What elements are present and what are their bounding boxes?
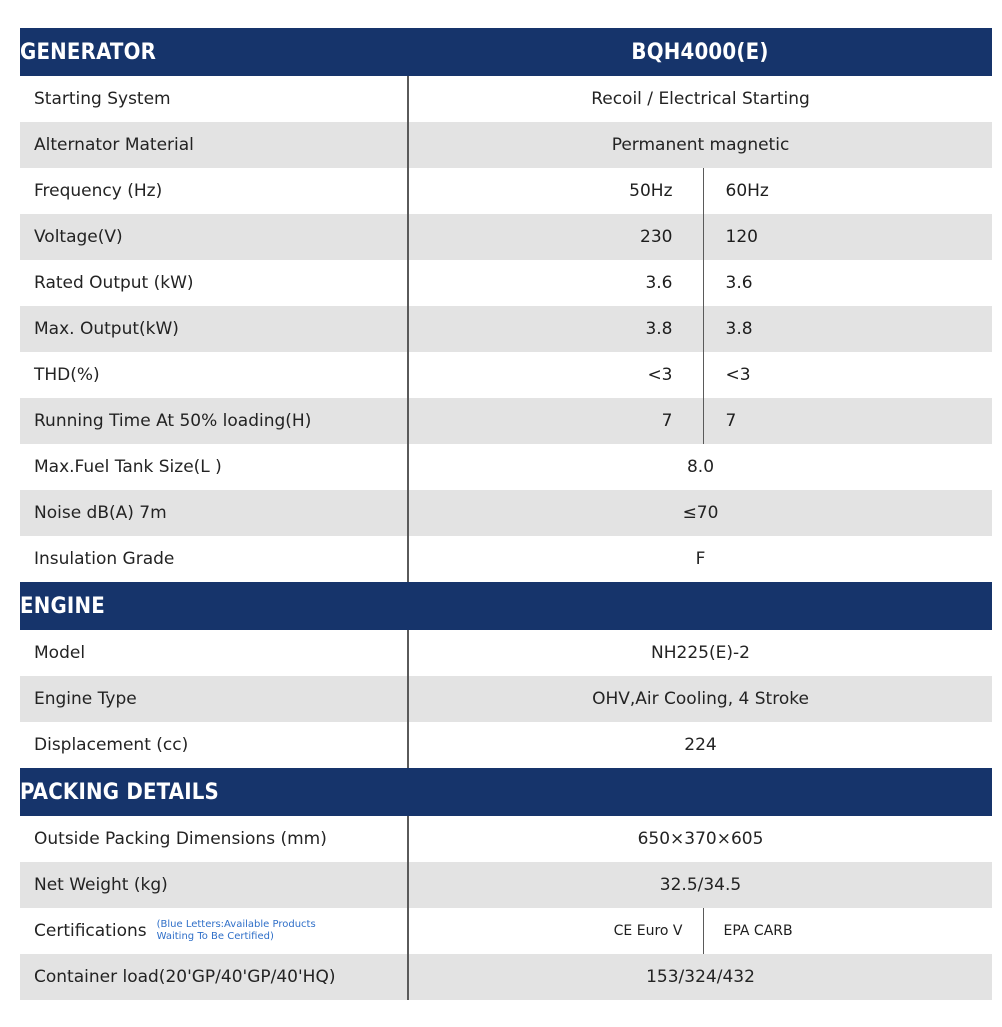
spec-label: Container load(20'GP/40'GP/40'HQ) xyxy=(20,954,408,1000)
spec-row xyxy=(20,630,992,676)
spec-row xyxy=(20,816,992,862)
spec-value-60hz: 3.8 xyxy=(703,306,992,352)
section-title: PACKING DETAILS xyxy=(20,768,992,816)
spec-row xyxy=(20,954,992,1000)
spec-value-50hz: 50Hz xyxy=(408,168,703,214)
spec-label: Max.Fuel Tank Size(L ) xyxy=(20,444,408,490)
spec-label: Net Weight (kg) xyxy=(20,862,408,908)
section-header-engine xyxy=(20,582,992,630)
spec-label: Running Time At 50% loading(H) xyxy=(20,398,408,444)
spec-value-60hz: <3 xyxy=(703,352,992,398)
spec-table xyxy=(20,28,992,1000)
certification-value: CE Euro V xyxy=(408,908,703,954)
section-header-packing xyxy=(20,768,992,816)
spec-value-50hz: 230 xyxy=(408,214,703,260)
spec-row xyxy=(20,490,992,536)
spec-row xyxy=(20,214,992,260)
spec-label: Model xyxy=(20,630,408,676)
spec-value: OHV,Air Cooling, 4 Stroke xyxy=(408,676,992,722)
spec-value-60hz: 7 xyxy=(703,398,992,444)
spec-value: NH225(E)-2 xyxy=(408,630,992,676)
model-name: BQH4000(E) xyxy=(408,28,992,76)
spec-value-50hz: <3 xyxy=(408,352,703,398)
spec-row xyxy=(20,76,992,122)
spec-row xyxy=(20,536,992,582)
spec-value-60hz: 60Hz xyxy=(703,168,992,214)
certification-note-line: (Blue Letters:Available Products xyxy=(156,919,316,930)
spec-row xyxy=(20,722,992,768)
spec-label: Frequency (Hz) xyxy=(20,168,408,214)
spec-label: Voltage(V) xyxy=(20,214,408,260)
spec-label: Max. Output(kW) xyxy=(20,306,408,352)
spec-value: 153/324/432 xyxy=(408,954,992,1000)
spec-label: Noise dB(A) 7m xyxy=(20,490,408,536)
spec-value-50hz: 3.8 xyxy=(408,306,703,352)
spec-label: Starting System xyxy=(20,76,408,122)
spec-label: Displacement (cc) xyxy=(20,722,408,768)
spec-row xyxy=(20,260,992,306)
spec-label: THD(%) xyxy=(20,352,408,398)
spec-row xyxy=(20,122,992,168)
spec-value: Permanent magnetic xyxy=(408,122,992,168)
spec-value: 8.0 xyxy=(408,444,992,490)
spec-row xyxy=(20,168,992,214)
spec-label xyxy=(20,908,408,954)
certification-value: EPA CARB xyxy=(703,908,992,954)
spec-value-50hz: 7 xyxy=(408,398,703,444)
spec-row-certifications xyxy=(20,908,992,954)
spec-value-60hz: 120 xyxy=(703,214,992,260)
certification-note-line: Waiting To Be Certified) xyxy=(156,931,274,942)
spec-label: Rated Output (kW) xyxy=(20,260,408,306)
spec-value: ≤70 xyxy=(408,490,992,536)
spec-value-60hz: 3.6 xyxy=(703,260,992,306)
spec-value: 32.5/34.5 xyxy=(408,862,992,908)
spec-row xyxy=(20,398,992,444)
spec-label: Alternator Material xyxy=(20,122,408,168)
certifications-label: Certifications xyxy=(34,921,147,941)
certification-note xyxy=(157,919,316,943)
spec-label: Outside Packing Dimensions (mm) xyxy=(20,816,408,862)
section-header-generator xyxy=(20,28,992,76)
spec-row xyxy=(20,444,992,490)
spec-value: F xyxy=(408,536,992,582)
spec-row xyxy=(20,306,992,352)
spec-value: 224 xyxy=(408,722,992,768)
spec-value-50hz: 3.6 xyxy=(408,260,703,306)
section-title: ENGINE xyxy=(20,582,992,630)
spec-label: Insulation Grade xyxy=(20,536,408,582)
spec-row xyxy=(20,352,992,398)
section-title: GENERATOR xyxy=(20,28,408,76)
spec-value: 650×370×605 xyxy=(408,816,992,862)
spec-value: Recoil / Electrical Starting xyxy=(408,76,992,122)
spec-label: Engine Type xyxy=(20,676,408,722)
spec-row xyxy=(20,676,992,722)
spec-row xyxy=(20,862,992,908)
